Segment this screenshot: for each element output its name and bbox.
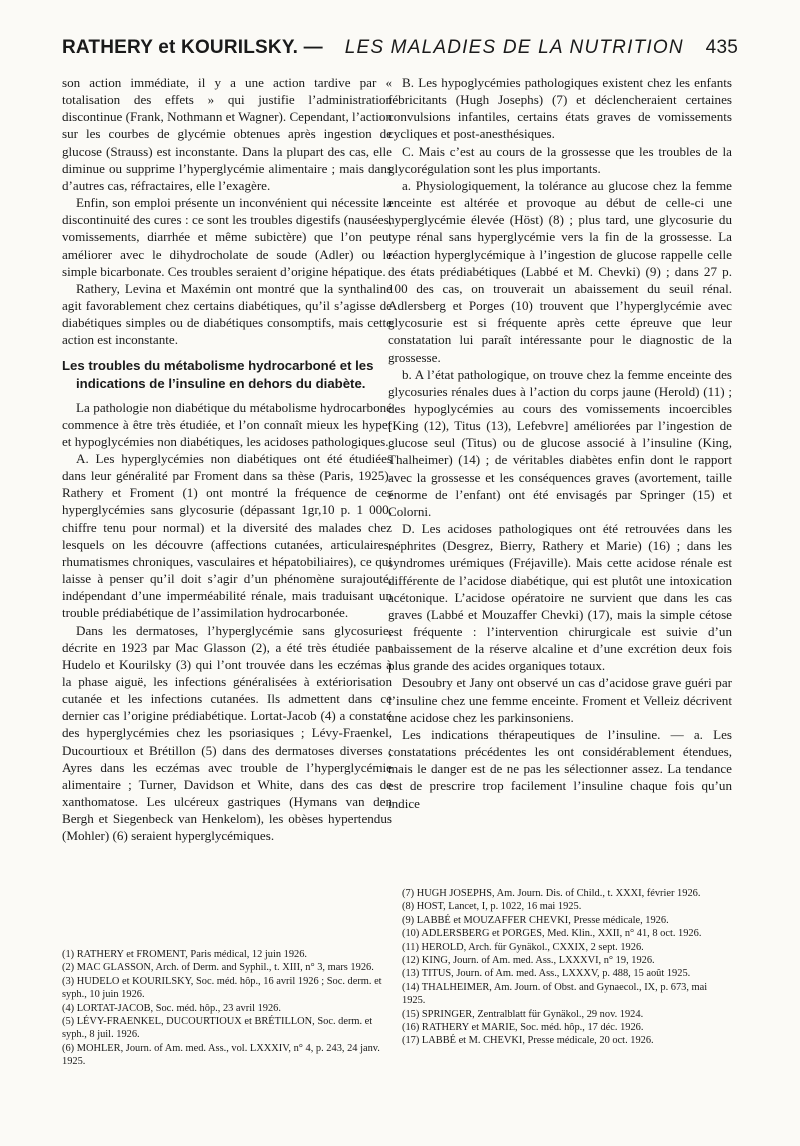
footnote: (8) HOST, Lancet, I, p. 1022, 16 mai 1925. bbox=[402, 901, 582, 913]
paragraph: La pathologie non diabétique du métabolisme hydrocarboné commence à être très étudiée, et l’on connaît mieux les hyper et hypoglycémies non diabétiques, les acidoses pathologiques. bbox=[62, 399, 392, 449]
paragraph: Enfin, son emploi présente un inconvénient qui nécessite la discontinuité des cures : ce sont les troubles digestifs (nausées, vomissements, diarrhée et même subictère) que l’on peut améliorer avec le dihydrocholate de soude (Adler) ou le simple bicarbonate. Ces troubles seraient d’origine hépatique. bbox=[62, 195, 392, 279]
footnote: (5) LÉVY-FRAENKEL, DUCOURTIOUX et BRÉTILLON, Soc. derm. et syph., 8 juil. 1926. bbox=[62, 1016, 373, 1041]
running-head-title: LES MALADIES DE LA NUTRITION bbox=[344, 37, 684, 58]
paragraph: a. Physiologiquement, la tolérance au glucose chez la femme enceinte est altérée et provoque au début de celle-ci une hyperglycémie élevée (Höst) (8) ; plus tard, une glycosurie du type rénal sans hyperglycémie vers la fin de la grossesse. La réaction hyperglycémique à l’ingestion de glucose rappelle celle des états prédiabétiques (Labbé et M. Chevki) (9) ; dans 27 p. 100 des cas, on trouverait un abaissement du seuil rénal. Adlersberg et Porges (10) trouvent que l’hyperglycémie avec glycosurie est si fréquente après cette épreuve que leur constatation lui paraît intéressante pour le diagnostic de la grossesse. bbox=[388, 177, 732, 365]
footnote: (16) RATHERY et MARIE, Soc. méd. hôp., 17 déc. 1926. bbox=[402, 1022, 644, 1034]
footnote: (17) LABBÉ et M. CHEVKI, Presse médicale, 20 oct. 1926. bbox=[402, 1035, 654, 1047]
paragraph: Les indications thérapeutiques de l’insuline. — a. Les constatations précédentes les ont considérablement étendues, mais le danger est de ne pas les sélectionner assez. La tendance est de prescrire trop facilement l’insuline chaque fois qu’un indice bbox=[388, 726, 732, 811]
footnote: (12) KING, Journ. of Am. med. Ass., LXXXVI, n° 19, 1926. bbox=[402, 955, 655, 967]
right-column bbox=[388, 74, 732, 812]
footnote: (4) LORTAT-JACOB, Soc. méd. hôp., 23 avril 1926. bbox=[62, 1002, 281, 1014]
footnote: (14) THALHEIMER, Am. Journ. of Obst. and Gynaecol., IX, p. 673, mai 1925. bbox=[402, 981, 708, 1007]
footnote: (2) MAC GLASSON, Arch. of Derm. and Syphil., t. XIII, n° 3, mars 1926. bbox=[62, 962, 374, 974]
paragraph: C. Mais c’est au cours de la grossesse que les troubles de la glycorégulation sont les plus importants. bbox=[388, 143, 732, 176]
paragraph: b. A l’état pathologique, on trouve chez la femme enceinte des glycosuries rénales dues à l’action du corps jaune (Herold) (11) ; des hypoglycémies au cours des vomissements incoercibles [King (12), Titus (13), Lefebvre] améliorées par l’ingestion de glucose seul (Titus) ou de glucose associé à l’insuline (King, Thalheimer) (14) ; de véritables diabètes enfin dont le rapport avec la grossesse et les conséquences graves (avortement, taille énorme de l’enfant) ont été envisagés par Springer (15) et Colorni. bbox=[388, 366, 732, 519]
footnote: (3) HUDELO et KOURILSKY, Soc. méd. hôp., 16 avril 1926 ; Soc. derm. et syph., 10 juin 1926. bbox=[62, 975, 382, 1001]
page-number: 435 bbox=[705, 37, 738, 58]
footnote: (13) TITUS, Journ. of Am. med. Ass., LXXXV, p. 488, 15 août 1925. bbox=[402, 968, 691, 980]
paragraph: Dans les dermatoses, l’hyperglycémie sans glycosurie, décrite en 1923 par Mac Glasson (2), a été très étudiée par Hudelo et Kourilsky (3) qui l’ont trouvée dans les eczémas à la phase aiguë, les infections généralisées à extériorisation cutanée et les infections cutanées. Ils admettent dans ce dernier cas l’origine prédiabétique. Lortat-Jacob (4) a constaté des hyperglycémies chez les psoriasiques ; Lévy-Fraenkel, Ducourtioux et Brétillon (5) dans des dermatoses diverses ; Ayres dans les eczémas avec trouble de l’hyperglycémie alimentaire ; Turner, Davidson et White, dans des cas de xanthomatose. Les ulcéreux gastriques (Hymans van den Bergh et Siegenbeck van Henkelom), les obèses hypertendus (Mohler) (6) seraient hyperglycémiques. bbox=[62, 622, 392, 844]
footnote: (10) ADLERSBERG et PORGES, Med. Klin., XXII, n° 41, 8 oct. 1926. bbox=[402, 928, 702, 940]
page-header bbox=[62, 37, 738, 59]
left-footnotes bbox=[62, 948, 392, 1069]
right-footnotes bbox=[402, 887, 732, 1048]
footnote: (1) RATHERY et FROMENT, Paris médical, 12 juin 1926. bbox=[62, 949, 308, 960]
footnote: (9) LABBÉ et MOUZAFFER CHEVKI, Presse médicale, 1926. bbox=[402, 914, 669, 926]
running-head-authors: RATHERY et KOURILSKY. — bbox=[62, 37, 323, 58]
section-heading: Les troubles du métabolisme hydrocarboné et les indications de l’insuline en dehors du diabète. bbox=[62, 357, 374, 391]
footnote: (6) MOHLER, Journ. of Am. med. Ass., vol. LXXXIV, n° 4, p. 243, 24 janv. 1925. bbox=[62, 1042, 380, 1068]
paragraph: B. Les hypoglycémies pathologiques existent chez les enfants fébricitants (Hugh Josephs) (7) et déclencheraient certaines convulsions infantiles, certains états graves de vomissements cycliques et post-anesthésiques. bbox=[388, 75, 732, 142]
paragraph: A. Les hyperglycémies non diabétiques ont été étudiées dans leur généralité par Froment dans sa thèse (Paris, 1925). Rathery et Froment (1) ont montré la fréquence de ces hyperglycémies sans glycosurie (dépassant 1gr,10 p. 1 000, chiffre tenu pour normal) et la diversité des malades chez lesquels on les découvre (affections cutanées, articulaires, rhumatismes chroniques, vasculaires et hépatobiliaires), ce qui laisse à penser qu’il doit s’agir d’un phénomène surajouté, indépendant d’une imperméabilité rénale, mais traduisant un trouble prédiabétique de l’assimilation hydrocarbonée. bbox=[62, 450, 392, 621]
paragraph: Desoubry et Jany ont observé un cas d’acidose grave guéri par l’insuline chez une femme enceinte. Froment et Velleiz décrivent une acidose chez les parkinsoniens. bbox=[388, 675, 732, 725]
paragraph: D. Les acidoses pathologiques ont été retrouvées dans les néphrites (Desgrez, Bierry, Rathery et Marie) (16) ; dans les syndromes urémiques (Fréjaville). Mais cette acidose rénale est différente de l’acidose diabétique, qui est plutôt une intoxication acétonique. L’acidose opératoire ne survient que dans les cas graves (Labbé et Mouzaffer Chevki) (17), mais la simple cétose est fréquente : l’intervention chirurgicale est suivie d’un abaissement de la réserve alcaline et d’une excrétion deux fois plus grande des acides organiques totaux. bbox=[388, 521, 732, 674]
footnote: (11) HEROLD, Arch. für Gynäkol., CXXIX, 2 sept. 1926. bbox=[402, 941, 644, 953]
footnote: (7) HUGH JOSEPHS, Am. Journ. Dis. of Child., t. XXXI, février 1926. bbox=[402, 888, 701, 899]
paragraph: son action immédiate, il y a une action tardive par « totalisation des effets » qui justifie l’administration discontinue (Frank, Nothmann et Wagner). Cependant, l’action sur les courbes de glycémie obtenues après ingestion de glucose (Strauss) est inconstante. Dans la plupart des cas, elle diminue ou supprime l’hyperglycémie alimentaire ; mais dans d’autres cas, réfractaires, elle l’exagère. bbox=[62, 75, 392, 193]
footnote: (15) SPRINGER, Zentralblatt für Gynäkol., 29 nov. 1924. bbox=[402, 1008, 644, 1020]
paragraph: Rathery, Levina et Maxémin ont montré que la synthaline agit favorablement chez certains diabétiques, qu’il s’agisse de diabétiques simples ou de diabétiques consomptifs, mais cette action est inconstante. bbox=[62, 280, 392, 348]
left-column bbox=[62, 74, 392, 845]
